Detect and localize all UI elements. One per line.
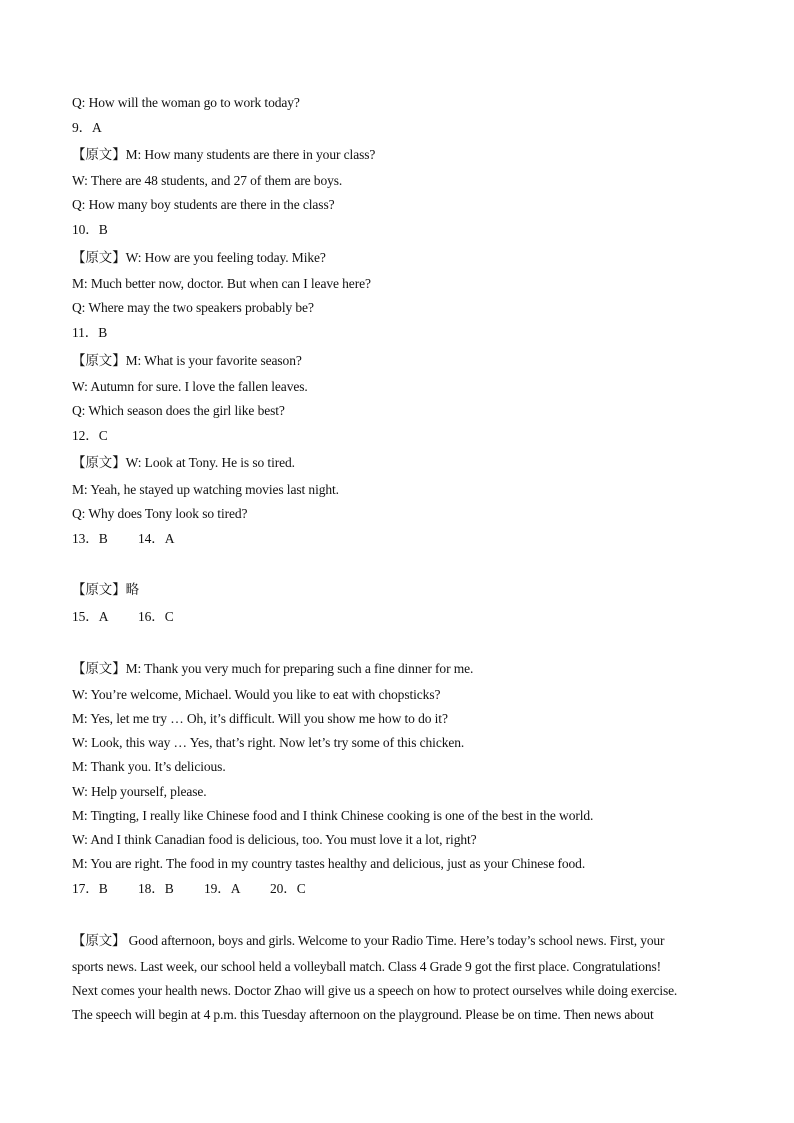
- answer-row-13-14: [72, 530, 174, 548]
- transcript-line: 【原文】W: Look at Tony. He is so tired.: [72, 455, 295, 470]
- answer-17: 17．B: [72, 881, 108, 896]
- question-line: Q: How many boy students are there in the class?: [72, 197, 335, 212]
- transcript-line: 【原文】略: [72, 582, 139, 597]
- transcript-line: M: Yeah, he stayed up watching movies last night.: [72, 482, 339, 497]
- answer-13: 13．B: [72, 531, 108, 546]
- transcript-line: 【原文】M: What is your favorite season?: [72, 353, 302, 368]
- transcript-line: W: Look, this way … Yes, that’s right. Now let’s try some of this chicken.: [72, 735, 465, 750]
- answer-row-17-20: [72, 880, 306, 898]
- passage-line: Next comes your health news. Doctor Zhao will give us a speech on how to protect ourselves while doing exercise.: [72, 983, 678, 998]
- passage-line: sports news. Last week, our school held a volleyball match. Class 4 Grade 9 got the first place. Congratulations!: [72, 959, 661, 974]
- question-line: Q: How will the woman go to work today?: [72, 95, 300, 110]
- answer-15: 15．A: [72, 609, 109, 624]
- answer-16: 16．C: [138, 609, 174, 624]
- answer-18: 18．B: [138, 881, 174, 896]
- transcript-line: W: And I think Canadian food is delicious, too. You must love it a lot, right?: [72, 832, 477, 847]
- answer-14: 14．A: [138, 531, 175, 546]
- answer-19: 19．A: [204, 881, 241, 896]
- transcript-line: 【原文】M: Thank you very much for preparing such a fine dinner for me.: [72, 661, 474, 676]
- transcript-line: M: Tingting, I really like Chinese food and I think Chinese cooking is one of the best in the world.: [72, 808, 594, 823]
- question-line: Q: Why does Tony look so tired?: [72, 506, 248, 521]
- passage-line: 【原文】 Good afternoon, boys and girls. Welcome to your Radio Time. Here’s today’s school news. First, your: [72, 933, 665, 948]
- answer-10: 10．B: [72, 222, 108, 237]
- passage-line: The speech will begin at 4 p.m. this Tuesday afternoon on the playground. Please be on time. Then news about: [72, 1007, 654, 1022]
- transcript-line: M: Much better now, doctor. But when can I leave here?: [72, 276, 371, 291]
- transcript-line: W: You’re welcome, Michael. Would you like to eat with chopsticks?: [72, 687, 441, 702]
- transcript-line: M: Yes, let me try … Oh, it’s difficult. Will you show me how to do it?: [72, 711, 448, 726]
- transcript-line: W: There are 48 students, and 27 of them are boys.: [72, 173, 343, 188]
- transcript-line: 【原文】M: How many students are there in your class?: [72, 147, 376, 162]
- answer-9: 9．A: [72, 120, 102, 135]
- transcript-line: 【原文】W: How are you feeling today. Mike?: [72, 250, 326, 265]
- answer-11: 11．B: [72, 325, 108, 340]
- answer-12: 12．C: [72, 428, 108, 443]
- transcript-line: M: Thank you. It’s delicious.: [72, 759, 226, 774]
- answer-row-15-16: [72, 608, 174, 626]
- transcript-line: W: Help yourself, please.: [72, 784, 207, 799]
- question-line: Q: Which season does the girl like best?: [72, 403, 285, 418]
- transcript-line: W: Autumn for sure. I love the fallen leaves.: [72, 379, 308, 394]
- question-line: Q: Where may the two speakers probably be?: [72, 300, 314, 315]
- answer-20: 20．C: [270, 881, 306, 896]
- transcript-line: M: You are right. The food in my country tastes healthy and delicious, just as your Chinese food.: [72, 856, 586, 871]
